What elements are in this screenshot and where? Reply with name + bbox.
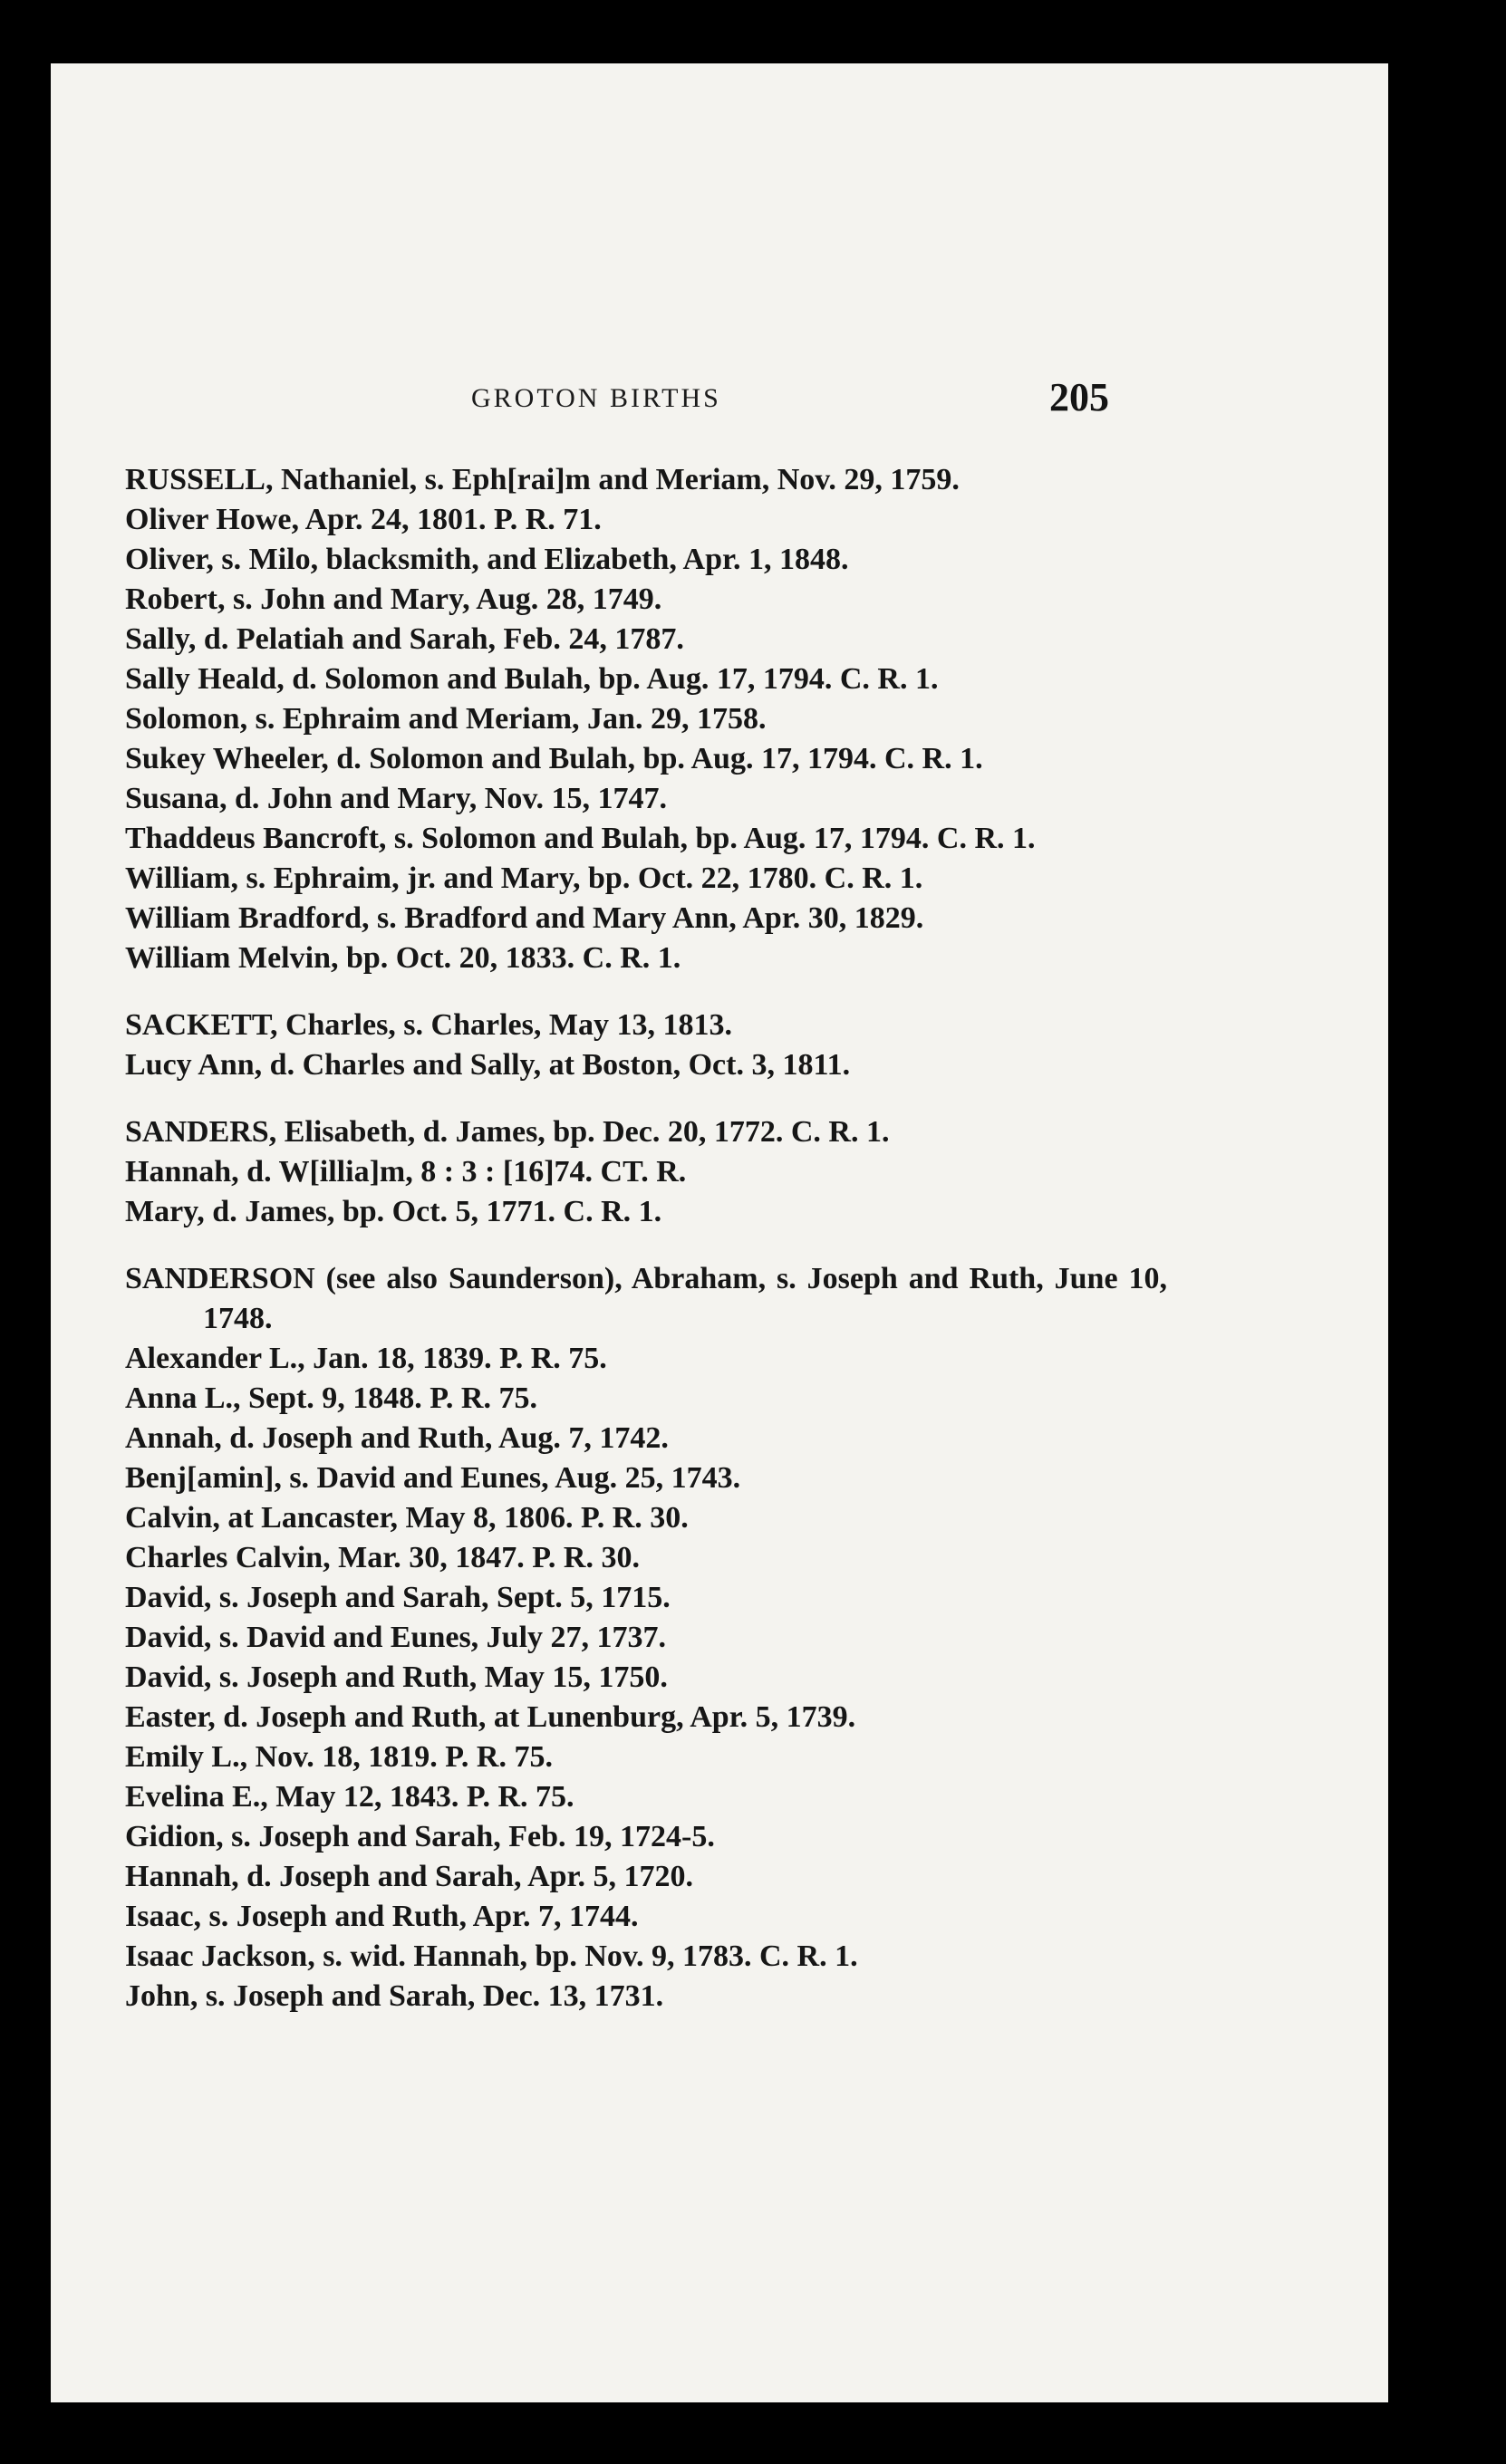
record-entry: David, s. Joseph and Ruth, May 15, 1750. <box>125 1660 668 1694</box>
record-entry: Lucy Ann, d. Charles and Sally, at Boston, Oct. 3, 1811. <box>125 1048 851 1082</box>
record-entry: Emily L., Nov. 18, 1819. P. R. 75. <box>125 1740 553 1774</box>
record-entry: RUSSELL, Nathaniel, s. Eph[rai]m and Meriam, Nov. 29, 1759. <box>125 463 960 496</box>
document-page <box>51 63 1388 2402</box>
record-entry: Solomon, s. Ephraim and Meriam, Jan. 29, 1758. <box>125 702 767 736</box>
record-entry: Thaddeus Bancroft, s. Solomon and Bulah, bp. Aug. 17, 1794. C. R. 1. <box>125 822 1036 855</box>
record-entry: Isaac, s. Joseph and Ruth, Apr. 7, 1744. <box>125 1900 639 1933</box>
record-entry: Hannah, d. W[illia]m, 8 : 3 : [16]74. CT. R. <box>125 1155 687 1189</box>
record-entry: Sally Heald, d. Solomon and Bulah, bp. Aug. 17, 1794. C. R. 1. <box>125 662 939 696</box>
record-group-sanderson <box>125 1259 1167 2016</box>
record-entry: SANDERS, Elisabeth, d. James, bp. Dec. 20, 1772. C. R. 1. <box>125 1115 890 1149</box>
record-entry: John, s. Joseph and Sarah, Dec. 13, 1731. <box>125 1979 664 2013</box>
record-entry: William Bradford, s. Bradford and Mary Ann, Apr. 30, 1829. <box>125 901 924 935</box>
birth-records <box>125 460 1167 2016</box>
record-entry: Mary, d. James, bp. Oct. 5, 1771. C. R. 1. <box>125 1195 662 1228</box>
record-entry: Anna L., Sept. 9, 1848. P. R. 75. <box>125 1381 537 1415</box>
record-entry: Sukey Wheeler, d. Solomon and Bulah, bp. Aug. 17, 1794. C. R. 1. <box>125 742 983 775</box>
record-group-sanders <box>125 1112 1167 1232</box>
record-entry: Annah, d. Joseph and Ruth, Aug. 7, 1742. <box>125 1421 669 1455</box>
record-entry: Robert, s. John and Mary, Aug. 28, 1749. <box>125 582 662 616</box>
record-entry: Calvin, at Lancaster, May 8, 1806. P. R. 30. <box>125 1501 689 1535</box>
record-group-sackett <box>125 1006 1167 1085</box>
record-entry: SANDERSON (see also Saunderson), Abraham, s. Joseph and Ruth, June 10, 1748. <box>125 1262 1167 1335</box>
record-entry: David, s. David and Eunes, July 27, 1737. <box>125 1621 667 1654</box>
running-head: GROTON BIRTHS <box>471 383 721 413</box>
record-group-russell <box>125 460 1167 978</box>
record-entry: David, s. Joseph and Sarah, Sept. 5, 1715. <box>125 1581 671 1614</box>
record-entry: Evelina E., May 12, 1843. P. R. 75. <box>125 1780 574 1814</box>
record-entry: Charles Calvin, Mar. 30, 1847. P. R. 30. <box>125 1541 640 1574</box>
record-entry: Benj[amin], s. David and Eunes, Aug. 25, 1743. <box>125 1461 741 1495</box>
record-entry: William Melvin, bp. Oct. 20, 1833. C. R. 1. <box>125 941 681 975</box>
record-entry: Oliver, s. Milo, blacksmith, and Elizabeth, Apr. 1, 1848. <box>125 543 849 576</box>
record-entry: Easter, d. Joseph and Ruth, at Lunenburg, Apr. 5, 1739. <box>125 1700 856 1734</box>
record-entry: Oliver Howe, Apr. 24, 1801. P. R. 71. <box>125 503 602 536</box>
record-entry: SACKETT, Charles, s. Charles, May 13, 1813. <box>125 1008 732 1042</box>
record-entry: Sally, d. Pelatiah and Sarah, Feb. 24, 1787. <box>125 622 684 656</box>
record-entry: Gidion, s. Joseph and Sarah, Feb. 19, 1724-5. <box>125 1820 715 1853</box>
record-entry: William, s. Ephraim, jr. and Mary, bp. Oct. 22, 1780. C. R. 1. <box>125 861 923 895</box>
page-header <box>51 376 1388 421</box>
record-entry: Hannah, d. Joseph and Sarah, Apr. 5, 1720. <box>125 1860 694 1893</box>
record-entry: Alexander L., Jan. 18, 1839. P. R. 75. <box>125 1342 607 1375</box>
page-number: 205 <box>1049 375 1109 419</box>
record-entry: Isaac Jackson, s. wid. Hannah, bp. Nov. 9, 1783. C. R. 1. <box>125 1939 858 1973</box>
record-entry: Susana, d. John and Mary, Nov. 15, 1747. <box>125 782 667 815</box>
